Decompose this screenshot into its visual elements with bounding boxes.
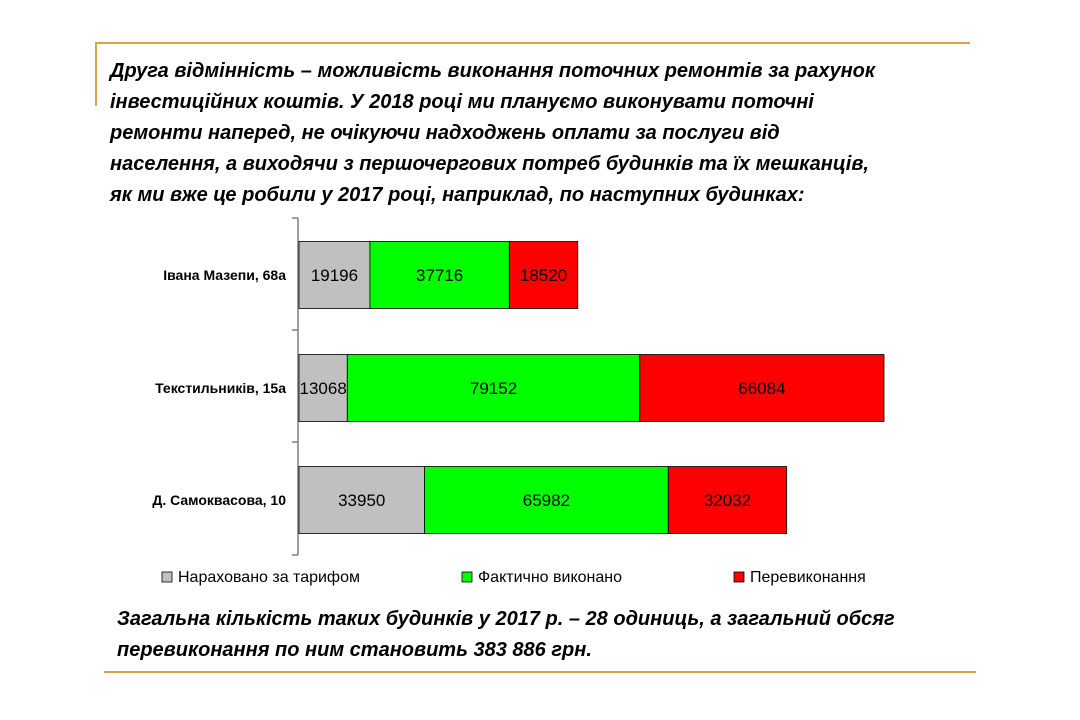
category-label: Д. Самоквасова, 10 <box>152 492 286 508</box>
data-label: 65982 <box>522 491 571 510</box>
legend-label: Фактично виконано <box>478 569 623 586</box>
intro-line: Друга відмінність – можливість виконання поточних ремонтів за рахунок <box>110 60 876 82</box>
footer-line: Загальна кількість таких будинків у 2017 р. – 28 одиниць, а загальний обсяг <box>117 608 895 630</box>
data-label: 66084 <box>738 379 786 398</box>
footer-text <box>117 604 977 666</box>
intro-line: інвестиційних коштів. У 2018 році ми плануємо виконувати поточні <box>110 91 814 113</box>
data-label: 13068 <box>299 379 347 398</box>
data-label: 18520 <box>519 266 568 285</box>
data-label: 37716 <box>415 266 464 285</box>
intro-line: населення, а виходячи з першочергових потреб будинків та їх мешканців, <box>110 153 869 175</box>
intro-line: ремонти наперед, не очікуючи надходжень оплати за послуги від <box>110 122 780 144</box>
data-label: 32032 <box>703 491 752 510</box>
footer-line: перевиконання по ним становить 383 886 грн. <box>117 639 592 661</box>
legend-swatch <box>462 572 472 582</box>
intro-line: як ми вже це робили у 2017 році, наприклад, по наступних будинках: <box>110 184 805 206</box>
legend-swatch <box>734 572 744 582</box>
frame-bottom-rule <box>104 671 976 673</box>
data-label: 33950 <box>338 491 386 510</box>
data-label: 19196 <box>310 266 359 285</box>
legend-swatch <box>162 572 172 582</box>
legend-label: Перевиконання <box>750 569 866 586</box>
legend-label: Нараховано за тарифом <box>178 569 360 586</box>
category-label: Текстильників, 15а <box>155 380 286 396</box>
data-label: 79152 <box>469 379 518 398</box>
category-label: Івана Мазепи, 68а <box>163 267 286 283</box>
